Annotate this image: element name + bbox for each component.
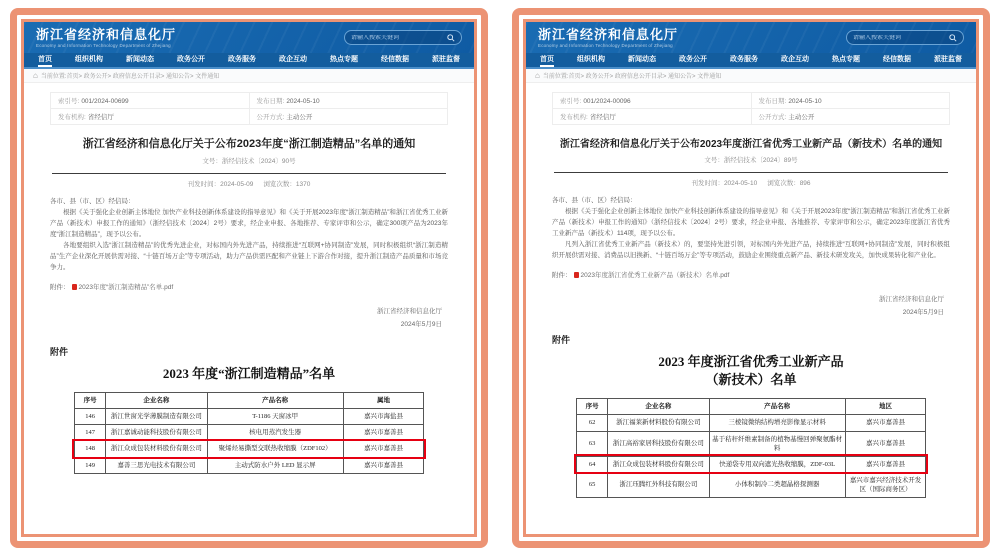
- nav-item-hot-topics[interactable]: 热点专题: [330, 56, 358, 63]
- table-cell: 嘉兴市嘉善县: [845, 431, 925, 456]
- annex-label: 附件: [552, 334, 571, 345]
- divider: [554, 172, 948, 173]
- page-card-left: [10, 8, 488, 548]
- search-input[interactable]: [351, 35, 447, 41]
- salutation: 各市、县（市、区）经信局：: [552, 197, 637, 204]
- nav-item-interaction[interactable]: 政企互动: [781, 56, 809, 63]
- attachment-label: 附件：: [552, 272, 572, 280]
- site-logo-title: 浙江省经济和信息化厅: [36, 26, 177, 42]
- table-row: [576, 431, 925, 456]
- notice-text: [552, 195, 950, 261]
- table-cell: 嘉兴市嘉善县: [343, 457, 423, 473]
- annex-label: 附件: [50, 347, 69, 358]
- table-cell: 嘉兴市嘉兴经济技术开发区（国际商务区）: [845, 472, 925, 497]
- attachment-link[interactable]: 2023年度浙江省优秀工业新产品（新技术）名单.pdf: [580, 272, 730, 280]
- table-cell: T-1186 天窗冰甲: [207, 409, 343, 425]
- table-cell: 浙江世窗光学薄膜制造有限公司: [106, 409, 207, 425]
- breadcrumb[interactable]: [526, 69, 976, 83]
- table-cell: 65: [576, 472, 607, 497]
- table-row: [74, 457, 423, 473]
- home-icon: ⌂: [33, 70, 38, 80]
- meta-index: 索引号: 001/2024-00096: [553, 93, 752, 109]
- search-box[interactable]: [344, 30, 462, 45]
- table-cell: 主动式防水户外 LED 显示屏: [207, 457, 343, 473]
- table-cell: 浙江众成包装材料股份有限公司: [106, 441, 207, 457]
- nav-item-home[interactable]: 首页: [38, 53, 52, 67]
- table-cell: 基于秸秆纤维素制备的植物基慢回弹聚氨酯材料: [709, 431, 845, 456]
- site-logo-subtitle: Economy and Information Technology Department of Zhejiang: [538, 42, 673, 48]
- attachment-line: [50, 282, 448, 291]
- breadcrumb-path[interactable]: 当前位置:首页> 政务公开> 政府信息公开目录> 通知公告> 文件通知: [40, 74, 220, 80]
- table-row: [576, 415, 925, 431]
- document-body: [526, 83, 976, 534]
- doc-number: 文号：浙经信技术〔2024〕90号: [202, 158, 296, 165]
- publish-info: 刊发时间：2024-05-10 浏览次数：896: [691, 180, 811, 187]
- site-header: [24, 22, 474, 53]
- divider: [52, 173, 446, 174]
- paragraph-2: 各地要组织入选“浙江制造精品”的优秀先进企业，对标国内外先进产品，持续推进“互联网+协同制造”发展，同时积极组织“浙江制造精品”生产企业深化开展供需对接、“十链百场万企”等专项活动，助力产品供需匹配和产业链上下游合作对接，提升浙江制造产品质量和市场竞争力。: [50, 242, 448, 272]
- table-header: 属地: [343, 393, 423, 409]
- table-row: [576, 472, 925, 497]
- table-cell: 嘉善三思光电技术有限公司: [106, 457, 207, 473]
- main-nav: [526, 53, 976, 69]
- nav-item-organization[interactable]: 组织机构: [577, 56, 605, 63]
- table-cell: 浙江高裕家居科技股份有限公司: [608, 431, 709, 456]
- document-body: [24, 83, 474, 534]
- site-logo: [538, 28, 678, 48]
- table-cell: 63: [576, 431, 607, 456]
- table-cell: 聚烯烃易撕型交联热收缩膜（ZDF102）: [207, 441, 343, 457]
- site-logo-subtitle: Economy and Information Technology Department of Zhejiang: [36, 42, 171, 48]
- table-header: 企业名称: [608, 399, 709, 415]
- table-cell: 浙江珏腾红外科技有限公司: [608, 472, 709, 497]
- nav-item-data[interactable]: 经信数据: [883, 56, 911, 63]
- search-icon[interactable]: [949, 34, 957, 42]
- attachment-label: 附件：: [50, 284, 70, 292]
- signature-org: 浙江省经济和信息化厅: [879, 296, 944, 304]
- nav-item-hot-topics[interactable]: 热点专题: [832, 56, 860, 63]
- publish-info: 刊发时间：2024-05-09 浏览次数：1370: [187, 181, 311, 188]
- paragraph-2: 凡列入浙江省优秀工业新产品（新技术）的，要坚持先进引领，对标国内外先进产品，持续推进“互联网+协同制造”发展，同时积极组织开展供需对接、消费品以旧换新、“十链百场万企”等专项活动，鼓励企业围绕重点新产品、新技术研发攻关，加快成果转化和产业化。: [552, 241, 950, 260]
- search-icon[interactable]: [447, 34, 455, 42]
- table-cell: 149: [74, 457, 105, 473]
- table-header: 序号: [576, 399, 607, 415]
- table-cell: 嘉兴市嘉善县: [845, 456, 925, 472]
- notice-title: 浙江省经济和信息化厅关于公布2023年度浙江省优秀工业新产品（新技术）名单的通知: [559, 139, 943, 150]
- notice-title: 浙江省经济和信息化厅关于公布2023年度“浙江制造精品”名单的通知: [82, 138, 416, 150]
- main-nav: [24, 53, 474, 69]
- table-header: 地区: [845, 399, 925, 415]
- webpage-left: [21, 19, 477, 537]
- nav-item-gov-services[interactable]: 政务服务: [730, 56, 758, 63]
- table-cell: 小体积制冷二类超晶格探测器: [709, 472, 845, 497]
- meta-publisher: 发布机构: 省经信厅: [51, 109, 250, 125]
- pdf-icon: [574, 272, 579, 278]
- table-row: [74, 425, 423, 441]
- signature-date: 2024年5月9日: [902, 308, 944, 316]
- search-input[interactable]: [853, 35, 949, 41]
- table-header: 企业名称: [106, 393, 207, 409]
- pdf-icon: [72, 284, 77, 290]
- salutation: 各市、县（市、区）经信局：: [50, 198, 135, 205]
- home-icon: ⌂: [535, 70, 540, 80]
- nav-item-supervision[interactable]: 派驻监督: [934, 56, 962, 63]
- nav-item-gov-disclosure[interactable]: 政务公开: [679, 56, 707, 63]
- meta-table: [50, 92, 448, 125]
- nav-item-home[interactable]: 首页: [540, 53, 554, 67]
- table-cell: 146: [74, 409, 105, 425]
- nav-item-organization[interactable]: 组织机构: [75, 56, 103, 63]
- paragraph-1: 根据《关于强化企业创新主体地位 加快产业科技创新体系建设的指导意见》和《关于开展2023年度“浙江制造精品”和浙江省优秀工业新产品（新技术）申报工作的通知》（浙经信技术〔2024〕2号）要求，经企业申报、各地推荐、专家评审和公示，确定2023年度浙江省优秀工业新产品（新技术）114项，现予以公布。: [552, 208, 950, 238]
- nav-item-supervision[interactable]: 派驻监督: [432, 56, 460, 63]
- breadcrumb[interactable]: [24, 69, 474, 83]
- annex-table: [576, 398, 926, 498]
- table-cell: 62: [576, 415, 607, 431]
- site-header: [526, 22, 976, 53]
- table-cell: 嘉兴市嘉善县: [343, 425, 423, 441]
- paragraph-1: 根据《关于强化企业创新主体地位 加快产业科技创新体系建设的指导意见》和《关于开展2023年度“浙江制造精品”和浙江省优秀工业新产品（新技术）申报工作的通知》（浙经信技术〔2024〕2号）要求，经企业申报、各地推荐、专家评审和公示，确定300项产品为2023年度“浙江制造精品”，现予以公布。: [50, 209, 448, 239]
- attachment-link[interactable]: 2023年度“浙江制造精品”名单.pdf: [78, 284, 174, 292]
- table-cell: 嘉兴市嘉善县: [845, 415, 925, 431]
- meta-publish-date: 发布日期: 2024-05-10: [751, 93, 950, 109]
- nav-item-news[interactable]: 新闻动态: [628, 56, 656, 63]
- signature-block: [50, 306, 448, 331]
- meta-publish-date: 发布日期: 2024-05-10: [249, 93, 448, 109]
- table-cell: 核电用蒸汽发生器: [207, 425, 343, 441]
- table-cell: 嘉兴市嘉善县: [343, 441, 423, 457]
- nav-item-data[interactable]: 经信数据: [381, 56, 409, 63]
- table-header: 序号: [74, 393, 105, 409]
- table-cell: 嘉兴市海盐县: [343, 409, 423, 425]
- annex-title: 2023 年度浙江省优秀工业新产品 （新技术）名单: [658, 353, 844, 388]
- annex-table: [74, 392, 424, 473]
- signature-date: 2024年5月9日: [400, 320, 442, 328]
- table-cell: 三棱镜微纳结构增亮影像显示材料: [709, 415, 845, 431]
- nav-item-news[interactable]: 新闻动态: [126, 56, 154, 63]
- meta-open-mode: 公开方式: 主动公开: [249, 109, 448, 125]
- table-cell: 快递袋专用双向遮光热收缩膜，ZDF-03L: [709, 456, 845, 472]
- annex-title: 2023 年度“浙江制造精品”名单: [162, 366, 336, 382]
- notice-text: [50, 196, 448, 273]
- signature-org: 浙江省经济和信息化厅: [377, 308, 442, 316]
- table-cell: 浙江嘉诚动能科技股份有限公司: [106, 425, 207, 441]
- site-logo-title: 浙江省经济和信息化厅: [538, 26, 679, 42]
- breadcrumb-path[interactable]: 当前位置:首页> 政务公开> 政府信息公开目录> 通知公告> 文件通知: [542, 74, 722, 80]
- nav-item-gov-disclosure[interactable]: 政务公开: [177, 56, 205, 63]
- table-cell: 64: [576, 456, 607, 472]
- nav-item-gov-services[interactable]: 政务服务: [228, 56, 256, 63]
- webpage-right: [523, 19, 979, 537]
- doc-number: 文号：浙经信技术〔2024〕89号: [704, 157, 798, 164]
- table-row: [576, 456, 925, 472]
- attachment-line: [552, 270, 950, 279]
- meta-table: [552, 92, 950, 125]
- page-card-right: [512, 8, 990, 548]
- table-cell: 浙江福莱新材料股份有限公司: [608, 415, 709, 431]
- table-row: [74, 409, 423, 425]
- table-header: 产品名称: [207, 393, 343, 409]
- table-cell: 148: [74, 441, 105, 457]
- table-header: 产品名称: [709, 399, 845, 415]
- search-box[interactable]: [846, 30, 964, 45]
- signature-block: [552, 294, 950, 319]
- table-cell: 浙江众成包装材料股份有限公司: [608, 456, 709, 472]
- meta-publisher: 发布机构: 省经信厅: [553, 109, 752, 125]
- meta-open-mode: 公开方式: 主动公开: [751, 109, 950, 125]
- meta-index: 索引号: 001/2024-00699: [51, 93, 250, 109]
- site-logo: [36, 28, 176, 48]
- table-cell: 147: [74, 425, 105, 441]
- table-row: [74, 441, 423, 457]
- nav-item-interaction[interactable]: 政企互动: [279, 56, 307, 63]
